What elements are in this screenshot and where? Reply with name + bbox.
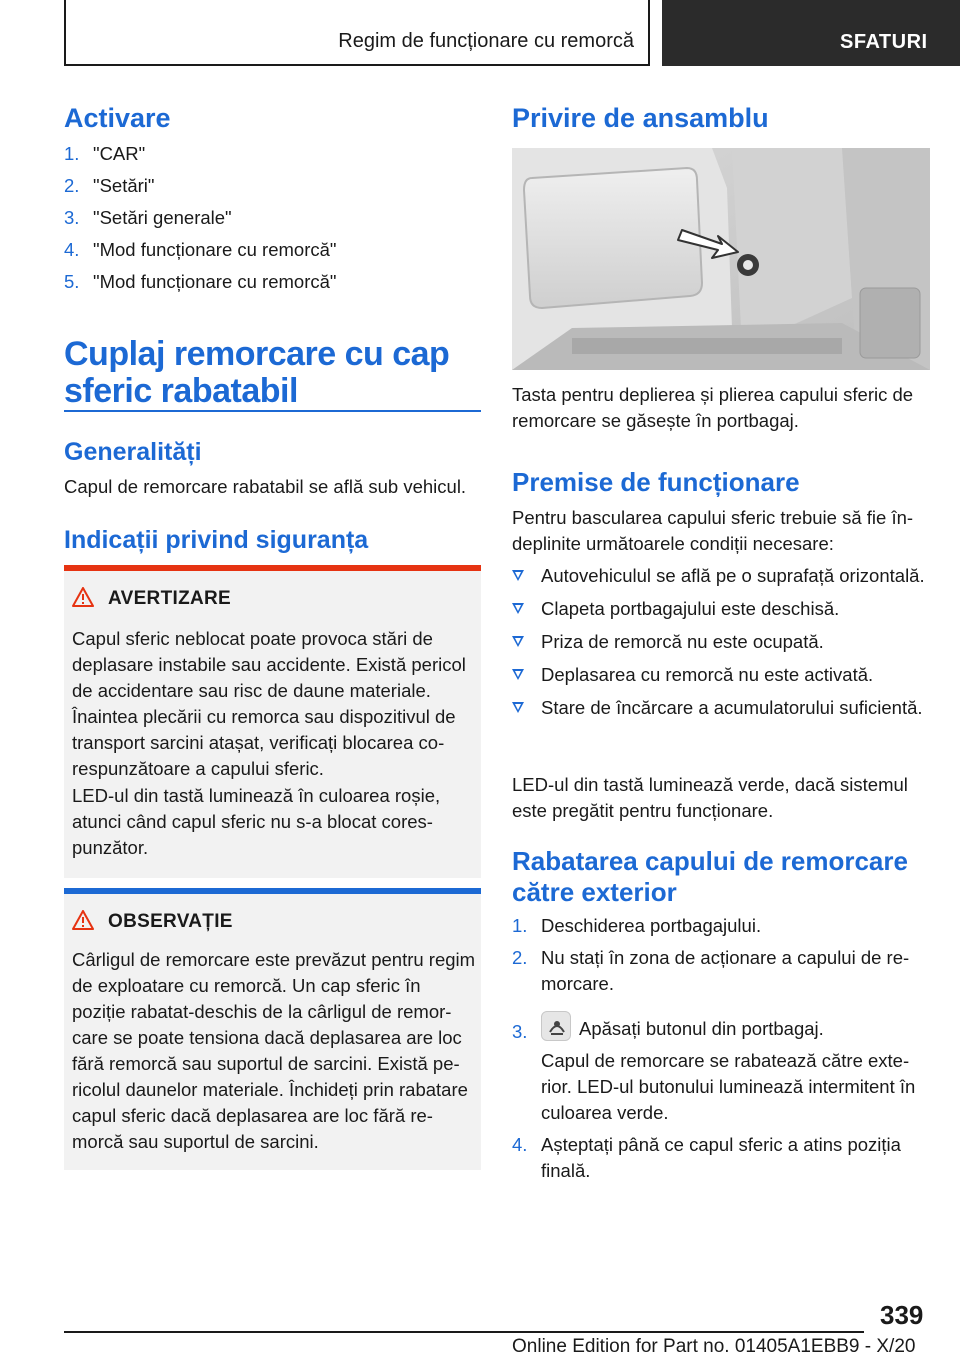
step-number: 1. — [512, 915, 528, 936]
step-number: 3. — [64, 207, 80, 228]
header-section-title: Regim de funcționare cu remorcă — [338, 30, 634, 52]
bullet-triangle-icon — [512, 570, 524, 581]
rabatarea-heading-line1: Rabatarea capului de remorcare — [512, 846, 908, 876]
step-number: 3. — [512, 1021, 528, 1042]
header-tab-sfaturi[interactable] — [662, 0, 960, 66]
privire-caption: Tasta pentru deplierea și plierea capului sferic de remorcare se găsește în portbagaj. — [512, 384, 914, 431]
step-number: 2. — [64, 175, 80, 196]
list-item — [512, 945, 932, 997]
step-number: 4. — [64, 239, 80, 260]
footer-divider — [64, 1331, 864, 1333]
step-number: 5. — [64, 271, 80, 292]
rabatarea-heading-line2: către exterior — [512, 877, 677, 907]
list-item — [512, 629, 932, 655]
warning-label: AVERTIZARE — [108, 588, 231, 609]
step-text: "Setări generale" — [93, 207, 232, 228]
step-text: Așteptați până ce capul sferic a atins poziția finală. — [541, 1134, 901, 1181]
list-item — [64, 237, 481, 263]
header-frame — [64, 0, 650, 66]
generalitati-heading: Generalități — [64, 438, 202, 466]
section-divider — [64, 410, 481, 412]
condition-text: Autovehiculul se află pe o suprafață orizontală. — [541, 565, 925, 586]
rabatarea-steps — [512, 913, 932, 1190]
notice-label: OBSERVAȚIE — [108, 911, 233, 932]
list-item — [64, 173, 481, 199]
notice-triangle-icon — [72, 910, 94, 930]
list-item — [512, 913, 932, 939]
list-item — [64, 205, 481, 231]
list-item — [512, 695, 932, 721]
notice-header — [72, 910, 233, 933]
warning-paragraph-2: LED-ul din tastă luminează în culoarea roșie, atunci când capul sferic nu s-a blocat corespunzător. — [72, 785, 441, 858]
step-text: "Mod funcționare cu remorcă" — [93, 239, 337, 260]
bullet-triangle-icon — [512, 702, 524, 713]
step-number: 1. — [64, 143, 80, 164]
generalitati-text: Capul de remorcare rabatabil se află sub vehicul. — [64, 476, 467, 497]
trunk-photo — [512, 148, 930, 370]
step-text: "CAR" — [93, 143, 146, 164]
activare-steps — [64, 141, 481, 301]
trunk-illustration-icon — [512, 148, 930, 370]
list-item — [512, 563, 932, 589]
activare-heading: Activare — [64, 103, 171, 133]
step-text: Nu stați în zona de acționare a capului de remorcare. — [541, 947, 910, 994]
cuplaj-heading-line2: sferic rabatabil — [64, 372, 298, 410]
notice-box — [64, 888, 481, 1170]
condition-text: Deplasarea cu remorcă nu este activată. — [541, 664, 874, 685]
condition-text: Priza de remorcă nu este ocupată. — [541, 631, 824, 652]
step-text: "Mod funcționare cu remorcă" — [93, 271, 337, 292]
cuplaj-heading-line1: Cuplaj remorcare cu cap — [64, 335, 450, 373]
warning-paragraph-1: Capul sferic neblocat poate provoca stări de deplasare instabile sau accidente. Există pericol de accidentare sau risc de daune materiale. Înaintea plecării cu remorca sau dispozitivul de transport sarcini atașat, verificați blocarea corespunzătoare a capului sferic. — [72, 628, 466, 779]
premise-conditions — [512, 563, 932, 728]
bullet-triangle-icon — [512, 603, 524, 614]
edition-text: Online Edition for Part no. 01405A1EBB9 - X/20 — [512, 1336, 916, 1357]
warning-header — [72, 587, 231, 610]
step-substep: Capul de remorcare se rabatează către exterior. LED-ul butonului luminează intermitent în culoarea verde. — [541, 1050, 916, 1123]
condition-text: Clapeta portbagajului este deschisă. — [541, 598, 840, 619]
bullet-triangle-icon — [512, 636, 524, 647]
step-number: 4. — [512, 1134, 528, 1155]
indicatii-heading: Indicații privind siguranța — [64, 526, 369, 554]
cuplaj-heading — [64, 336, 481, 410]
warning-bar — [64, 565, 481, 571]
list-item — [64, 269, 481, 295]
step-text: Deschiderea portbagajului. — [541, 915, 762, 936]
step-number: 2. — [512, 947, 528, 968]
step-text: "Setări" — [93, 175, 155, 196]
premise-heading: Premise de funcționare — [512, 467, 800, 497]
list-item — [512, 662, 932, 688]
list-item — [512, 596, 932, 622]
premise-intro: Pentru bascularea capului sferic trebuie să fie îndeplinite următoarele condiții necesare: — [512, 507, 914, 554]
list-item — [512, 1132, 932, 1184]
bullet-triangle-icon — [512, 669, 524, 680]
privire-heading: Privire de ansamblu — [512, 103, 769, 133]
step-text: Apăsați butonul din portbagaj. — [579, 1018, 824, 1039]
notice-bar — [64, 888, 481, 894]
rabatarea-heading — [512, 846, 932, 908]
warning-triangle-icon — [72, 587, 94, 607]
warning-box — [64, 565, 481, 878]
notice-paragraph-1: Cârligul de remorcare este prevăzut pentru regim de exploatare cu remorcă. Un cap sferic în poziție rabatat-deschis de la cârligul de remorcare se poate tensiona dacă deplasarea are loc fără remorcă sau suportul de sarcini. Există pericolul daunelor materiale. Închideți prin rabatare capul sferic dacă deplasarea are loc fără remorcă sau suportul de sarcini. — [72, 949, 476, 1152]
header-tab-label: SFATURI — [840, 31, 928, 53]
page-number: 339 — [880, 1300, 924, 1330]
condition-text: Stare de încărcare a acumulatorului suficientă. — [541, 697, 923, 718]
list-item — [64, 141, 481, 167]
list-item — [512, 1011, 932, 1126]
trunk-button-icon — [541, 1011, 571, 1041]
premise-outro: LED-ul din tastă luminează verde, dacă sistemul este pregătit pentru funcționare. — [512, 774, 908, 821]
